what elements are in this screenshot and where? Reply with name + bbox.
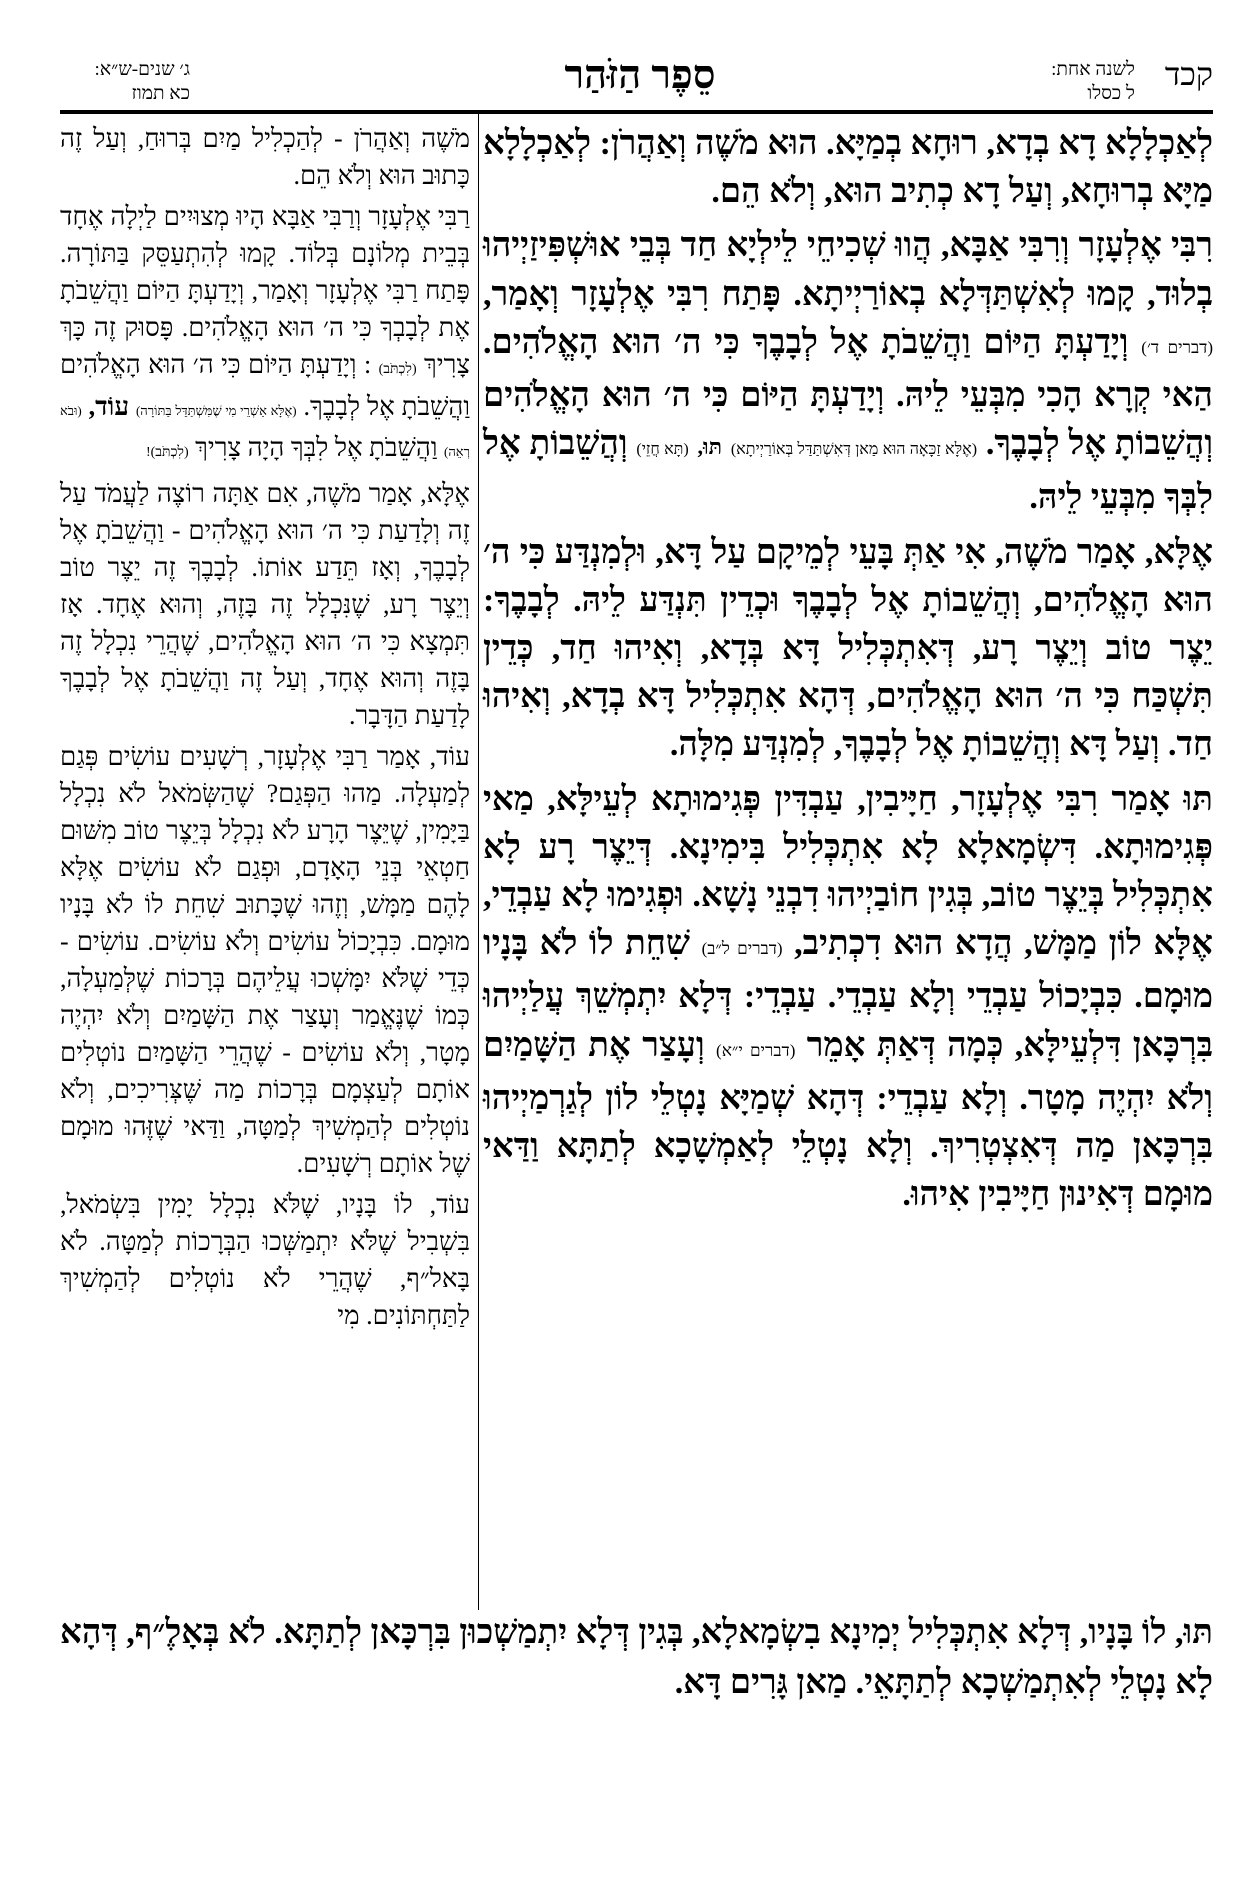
verse-reference: (דברים ד׳) — [1141, 337, 1214, 357]
calendar-left-line2: כא תמוז — [131, 83, 190, 104]
verse-reference-3: (דברים י״א) — [716, 1040, 796, 1060]
main-text-column — [483, 120, 1213, 1225]
main-paragraph-4 — [483, 776, 1213, 1220]
commentary-paragraph-5: עוֹד, לוֹ בָּנָיו, שֶׁלֹּא נִכְלָל יָמִין בִּשְׂמֹאל, בִּשְׁבִיל שֶׁלֹּא יִתְמַשְּׁכוּ הַבְּרָכוֹת לְמַטָּה. לֹא בָּאל״ף, שֶׁהֲרֵי לֹא נוֹטְלִים לְהַמְשִׁיךְ לַתַּחְתּוֹנִים. מִי — [60, 1190, 470, 1330]
calendar-right-line1: לשנה אחת: — [1051, 59, 1135, 80]
commentary-column — [60, 120, 470, 1338]
book-title: סֵפֶר הַזֹּהַר — [564, 52, 716, 97]
commentary-ref: (לִכְתֹּב) — [378, 362, 417, 377]
commentary-paragraph-2 — [60, 198, 470, 471]
commentary-paragraph-3: אֶלָּא, אָמַר מֹשֶׁה, אִם אַתָּה רוֹצֶה לַעֲמֹד עַל זֶה וְלָדַעַת כִּי ה׳ הוּא הָאֱלֹהִים - וַהֲשֵׁבֹתָ אֶל לְבָבֶךָ, וְאָז תֵּדַע אוֹתוֹ. לְבָבֶךָ זֶה יֵצֶר טוֹב וְיֵצֶר רָע, שֶׁנִּכְלָל זֶה בָּזֶה, וְהוּא אֶחָד. אָז תִּמְצָא כִּי ה׳ הוּא הָאֱלֹהִים, שֶׁהֲרֵי נִכְלָל זֶה בָּזֶה וְהוּא אֶחָד, וְעַל זֶה וַהֲשֵׁבֹתָ אֶל לְבָבֶךָ לָדַעַת הַדָּבָר. — [60, 479, 470, 730]
calendar-right-line2: ל כסלו — [1087, 83, 1135, 104]
calendar-left-line1: ג׳ שנים-ש״א: — [94, 59, 190, 80]
page-number: קכד — [1164, 56, 1213, 92]
commentary-note: (אֶלָּא אַשְׁרֵי מִי שֶׁמִּשְׁתַּדֵּל בַּתּוֹרָה) — [135, 403, 297, 418]
commentary-paragraph-1: מֹשֶׁה וְאַהֲרֹן - לְהַכְלִיל מַיִם בְּרוּחַ, וְעַל זֶה כָּתוּב הוּא וְלֹא הֵם. — [60, 124, 470, 190]
header-right — [853, 58, 1213, 108]
main-p2-text3: וְהֲשֵׁבוֹתָ אֶל לִבְּךָ מִבְּעֵי לֵיהּ. — [483, 425, 1213, 517]
commentary-paragraph-4: עוֹד, אָמַר רַבִּי אֶלְעָזָר, רְשָׁעִים עוֹשִׂים פְּגַם לְמַעְלָה. מַהוּ הַפְּגַם? שֶׁהַשְּׂמֹאל לֹא נִכְלָל בַּיָּמִין, שֶׁיֵּצֶר הָרָע לֹא נִכְלָל בְּיֵצֶר טוֹב מִשּׁוּם חַטְאֵי בְּנֵי הָאָדָם, וּפְגַם לֹא עוֹשִׂים אֶלָּא לָהֶם מַמָּשׁ, וְזֶהוּ שֶׁכָּתוּב שִׁחֵת לוֹ לֹא בָּנָיו מוּמָם. כִּבְיָכוֹל עוֹשִׂים וְלֹא עוֹשִׂים. עוֹשִׂים - כְּדֵי שֶׁלֹּא יִמָּשְׁכוּ עֲלֵיהֶם בְּרָכוֹת שֶׁלְּמַעְלָה, כְּמוֹ שֶׁנֶּאֱמַר וְעָצַר אֶת הַשָּׁמַיִם וְלֹא יִהְיֶה מָטָר, וְלֹא עוֹשִׂים - שֶׁהֲרֵי הַשָּׁמַיִם נוֹטְלִים אוֹתָם לְעַצְמָם בְּרָכוֹת מַה שֶּׁצְּרִיכִים, וְלֹא נוֹטְלִים לְהַמְשִׁיךְ לְמַטָּה, וַדַּאי שֶׁזֶּהוּ מוּמָם שֶׁל אוֹתָם רְשָׁעִים. — [60, 742, 470, 1178]
verse-reference-2: (דברים ל״ב) — [701, 939, 783, 959]
main-paragraph-1: לְאַכְלָלָא דָא בְדָא, רוּחָא בְמַיָּא. הוּא מֹשֶׁה וְאַהֲרֹן: לְאַכְלָלָא מַיָּא בְרוּחָא, וְעַל דָא כְתִיב הוּא, וְלֹא הֵם. — [483, 125, 1213, 211]
bottom-text — [60, 1608, 1213, 1708]
commentary-c2-text3: וַהֲשֵׁבֹתָ אֶל לִבְּךָ הָיָה צָרִיךְ — [195, 433, 438, 462]
main-paragraph-3: אֶלָּא, אָמַר מֹשֶׁה, אִי אַתְּ בָּעֵי לְמֵיקָם עַל דָּא, וּלְמִנְדַּע כִּי ה׳ הוּא הָאֱלֹהִים, וְהֲשֵׁבוֹתָ אֶל לְבָבֶךָ וּכְדֵין תִּנְדַּע לֵיהּ. לְבָבֶךָ: יֵצֶר טוֹב וְיֵצֶר רָע, דְּאִתְכְּלִיל דָּא בְּדָא, וְאִיהוּ חַד, כְּדֵין תִּשְׁכַּח כִּי ה׳ הוּא הָאֱלֹהִים, דְּהָא אִתְכְּלִיל דָּא בְדָא, וְאִיהוּ חַד. וְעַל דָּא וְהֲשֵׁבוֹתָ אֶל לְבָבֶךָ, לְמִנְדַּע מִלָּה. — [483, 533, 1213, 764]
main-p2-tav: תּוּ, — [697, 434, 723, 460]
main-p2-text: רִבִּי אֶלְעָזָר וְרִבִּי אַבָּא, הֲווּ שְׁכִיחֵי לֵילְיָא חַד בְּבֵי אוּשְׁפִּיזַיְיהוּ בְלוּד, קָמוּ לְאִשְׁתַּדְּלָא בְאוֹרַיְיתָא. פָּתַח רִבִּי אֶלְעָזָר וְאָמַר, — [483, 227, 1213, 313]
calendar-left — [70, 58, 190, 108]
header-rule — [60, 110, 1213, 114]
main-p4-text2: שִׁחֵת לוֹ לֹא בָּנָיו מוּמָם. כִּבְיָכוֹל עַבְדֵי וְלָא עַבְדֵי. עַבְדֵי: דְּלָא יִתְמְשֵׁךְ עֲלַיְיהוּ בִּרְכָּאן דִּלְעֵילָּא, כְּמָה דְּאַתְּ אָמֵר — [483, 925, 1214, 1064]
bracket-note-2: (תָּא חֲזֵי) — [636, 441, 689, 459]
bracket-note: (אֶלָּא זַכָּאָה הוּא מַאן דְּאִשְׁתַּדַּל בְּאוֹרַיְיתָא) — [730, 441, 978, 459]
column-divider — [478, 112, 479, 1610]
commentary-ref-2: (לִכְתֹּב)! — [145, 445, 189, 460]
commentary-c2-text: רַבִּי אֶלְעָזָר וְרַבִּי אַבָּא הָיוּ מְצוּיִים לַיְלָה אֶחָד בְּבֵית מְלוֹנָם בְּלוֹד. קָמוּ לְהִתְעַסֵּק בַּתּוֹרָה. פָּתַח רַבִּי אֶלְעָזָר וְאָמַר, וְיָדַעְתָּ הַיּוֹם וַהֲשֵׁבֹתָ אֶת לְבָבְךָ כִּי ה׳ הוּא הָאֱלֹהִים. פָּסוּק זֶה כָּךְ צָרִיךְ — [60, 202, 471, 379]
commentary-note-2: (וּבֹא רְאֵה) — [60, 403, 470, 459]
main-paragraph-2 — [483, 222, 1213, 522]
main-p2-text2: וְיָדַעְתָּ הַיּוֹם וַהֲשֵׁבֹתָ אֶל לְבָבֶךָ כִּי ה׳ הוּא הָאֱלֹהִים. הַאי קְרָא הָכִי מִבְּעֵי לֵיהּ. וְיָדַעְתָּ הַיּוֹם כִּי ה׳ הוּא הָאֱלֹהִים וְהֲשֵׁבוֹתָ אֶל לְבָבֶךָ. — [483, 323, 1214, 463]
commentary-c2-text2: : וְיָדַעְתָּ הַיּוֹם כִּי ה׳ הוּא הָאֱלֹהִים וַהֲשֵׁבֹתָ אֶל לְבָבֶךָ. — [60, 350, 471, 421]
commentary-od: עוֹד, — [88, 392, 130, 421]
calendar-right — [1051, 58, 1135, 106]
main-p4-text: תּוּ אָמַר רִבִּי אֶלְעָזָר, חַיָּיבִין, עַבְדִּין פְּגִימוּתָא לְעֵילָּא, מַאי פְּגִימוּתָא. דִּשְׂמָאלָא לָא אִתְכְּלִיל בִּימִינָא. דְּיֵצֶר רָע לָא אִתְכְּלִיל בְּיֵצֶר טוֹב, בְּגִין חוֹבַיְיהוּ דִבְנֵי נָשָׁא. וּפְגִימוּ לָא עַבְדֵי, אֶלָּא לוֹן מַמָּשׁ, הֲדָא הוּא דִכְתִיב, — [483, 780, 1213, 963]
bottom-paragraph: תּוּ, לוֹ בָּנָיו, דְּלָא אִתְכְּלִיל יְמִינָא בִשְׂמָאלָא, בְּגִין דְּלָא יִתְמַשְׁכוּן בִּרְכָּאן לְתַתָּא. לֹא בְּאָלֶ״ף, דְּהָא לָא נָטְלֵי לְאִתְמַשְׁכָא לְתַתָּאֵי. מַאן גָּרִים דָּא. — [60, 1614, 1213, 1701]
main-p4-text3: וְעָצַר אֶת הַשָּׁמַיִם וְלֹא יִהְיֶה מָטָר. וְלָא עַבְדֵי: דְּהָא שְׁמַיָּא נָטְלֵי לוֹן לְגַרְמַיְיהוּ בִּרְכָּאן מַה דְּאִצְטְרִיךְ. וְלָא נָטְלֵי לְאַמְשָׁכָא לְתַתָּא וַדַּאי מוּמָם דְּאִינוּן חַיָּיבִין אִיהוּ. — [483, 1026, 1213, 1214]
